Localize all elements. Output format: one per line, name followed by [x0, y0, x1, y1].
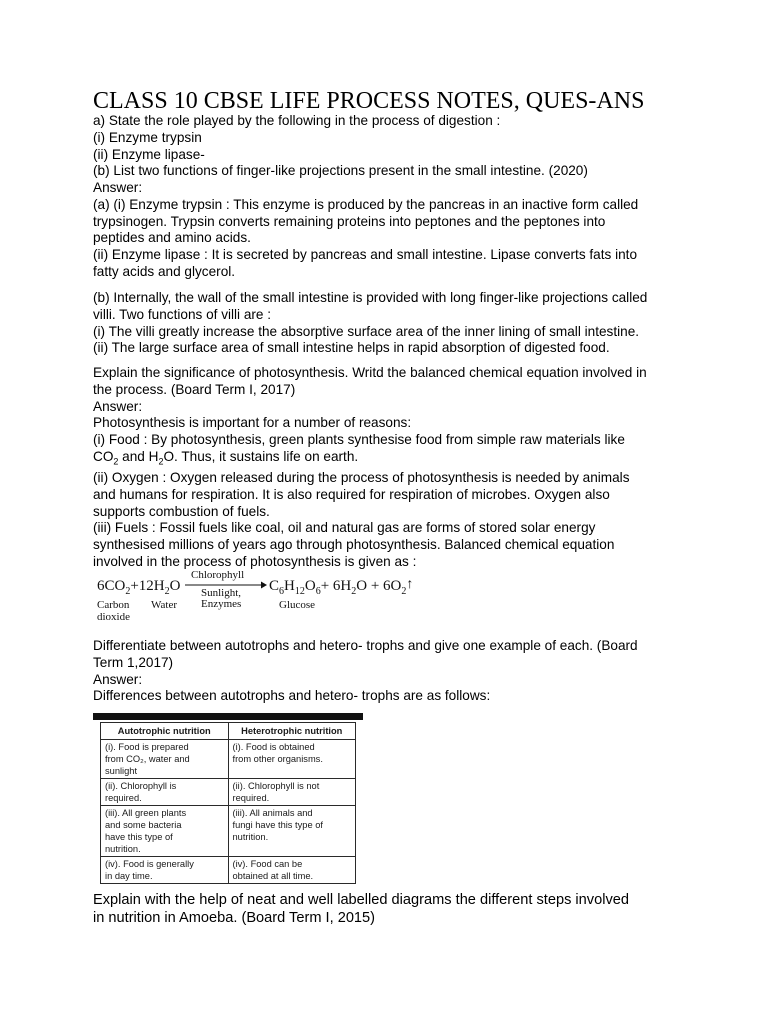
text-line: (i) Food : By photosynthesis, green plants synthesise food from simple raw materials like: [93, 432, 625, 447]
text-line: involved in the process of photosynthesis is given as :: [93, 553, 417, 569]
text-line: (ii) Enzyme lipase : It is secreted by pancreas and small intestine. Lipase converts fats into: [93, 247, 638, 262]
table-row: [101, 740, 356, 779]
table-row: [101, 857, 356, 884]
arrow-label-bottom-2: Enzymes: [201, 598, 242, 610]
label-carbon: Carbon: [97, 599, 130, 611]
text-line: in nutrition in Amoeba. (Board Term I, 2015): [93, 910, 376, 926]
text-line: (b) Internally, the wall of the small intestine is provided with long finger-like projections called: [93, 290, 648, 305]
text-line: fatty acids and glycerol.: [93, 263, 236, 279]
text-line: Answer:: [93, 671, 143, 687]
question-digestion-block: [93, 113, 683, 281]
table-cell: (iii). All green plants and some bacteria have this type of nutrition.: [101, 806, 229, 857]
text-line: (i) The villi greatly increase the absorptive surface area of the inner lining of small intestine.: [93, 323, 640, 339]
nutrition-comparison-table-image: [93, 713, 363, 883]
label-glucose: Glucose: [279, 599, 316, 611]
text-line: (b) List two functions of finger-like projections present in the small intestine. (2020): [93, 163, 588, 179]
text-line: Differentiate between autotrophs and hetero- trophs and give one example of each. (Board: [93, 638, 638, 653]
table-cell: (iv). Food is generally in day time.: [101, 857, 229, 884]
table-cell: (iii). All animals and fungi have this type of nutrition.: [228, 806, 356, 857]
label-water: Water: [151, 599, 177, 611]
table-cell: (iv). Food can be obtained at all time.: [228, 857, 356, 884]
text-line: (ii) Oxygen : Oxygen released during the process of photosynthesis is needed by animals: [93, 470, 630, 486]
text-line: villi. Two functions of villi are :: [93, 306, 272, 322]
text-line: Differences between autotrophs and hetero- trophs are as follows:: [93, 688, 491, 704]
amoeba-question-block: [93, 891, 693, 927]
reaction-arrow-head: [261, 582, 267, 589]
table-cell: (i). Food is prepared from CO₂, water and sunlight: [101, 740, 229, 779]
table-header: Autotrophic nutrition: [101, 723, 229, 740]
text-line: (a) (i) Enzyme trypsin : This enzyme is produced by the pancreas in an inactive form called: [93, 196, 639, 212]
text-line: and humans for respiration. It is also required for respiration of microbes. Oxygen also: [93, 486, 610, 502]
arrow-label-top: Chlorophyll: [191, 569, 245, 581]
text-line: synthesised millions of years ago through photosynthesis. Balanced chemical equation: [93, 537, 615, 553]
text-line: Answer:: [93, 180, 143, 195]
table-row: [101, 779, 356, 806]
photosynthesis-equation: [93, 566, 473, 626]
text-line: peptides and amino acids.: [93, 230, 251, 246]
svg-text:C6H12O6+ 6H2O + 6O2↑: $C_6H_{12}O_6+ 6H_2O$ + $6O_2↑$: [269, 577, 414, 597]
text-line: Term 1,2017): [93, 654, 174, 670]
text-line: (i) Enzyme trypsin: [93, 129, 202, 145]
table-cell: (ii). Chlorophyll is not required.: [228, 779, 356, 806]
co2-line: $CO_2$ and $H_2O$. Thus, it sustains life on earth.: [93, 448, 359, 467]
text-line: a) State the role played by the following in the process of digestion :: [93, 113, 501, 128]
text-line: (ii) Enzyme lipase-: [93, 146, 205, 162]
svg-text:6CO2+12H2O: $6CO_2+12H_2O$: [97, 578, 181, 597]
text-line: Explain the significance of photosynthesis. Writd the balanced chemical equation involved in: [93, 365, 647, 380]
autotroph-question-block: [93, 638, 683, 705]
table-top-bar: [93, 713, 363, 720]
table-cell: (i). Food is obtained from other organisms.: [228, 740, 356, 779]
arrow-label-bottom-1: Sunlight,: [201, 587, 242, 599]
text-line: supports combustion of fuels.: [93, 503, 270, 519]
table-header: Heterotrophic nutrition: [228, 723, 356, 740]
label-dioxide: dioxide: [97, 611, 130, 623]
photosynthesis-block: [93, 365, 683, 571]
text-line: the process. (Board Term I, 2017): [93, 381, 296, 397]
table-row: [101, 806, 356, 857]
text-line: (iii) Fuels : Fossil fuels like coal, oil and natural gas are forms of stored solar energy: [93, 520, 596, 536]
table-cell: (ii). Chlorophyll is required.: [101, 779, 229, 806]
nutrition-comparison-table: [100, 722, 356, 884]
text-line: trypsinogen. Trypsin converts remaining proteins into peptones and the peptones into: [93, 213, 606, 229]
text-line: Answer:: [93, 398, 143, 414]
text-line: (ii) The large surface area of small intestine helps in rapid absorption of digested food.: [93, 340, 610, 356]
text-line: Photosynthesis is important for a number of reasons:: [93, 415, 412, 431]
page-title: CLASS 10 CBSE LIFE PROCESS NOTES, QUES-ANS: [93, 88, 645, 114]
villi-answer-block: [93, 290, 683, 357]
text-line: Explain with the help of neat and well labelled diagrams the different steps involved: [93, 892, 629, 908]
